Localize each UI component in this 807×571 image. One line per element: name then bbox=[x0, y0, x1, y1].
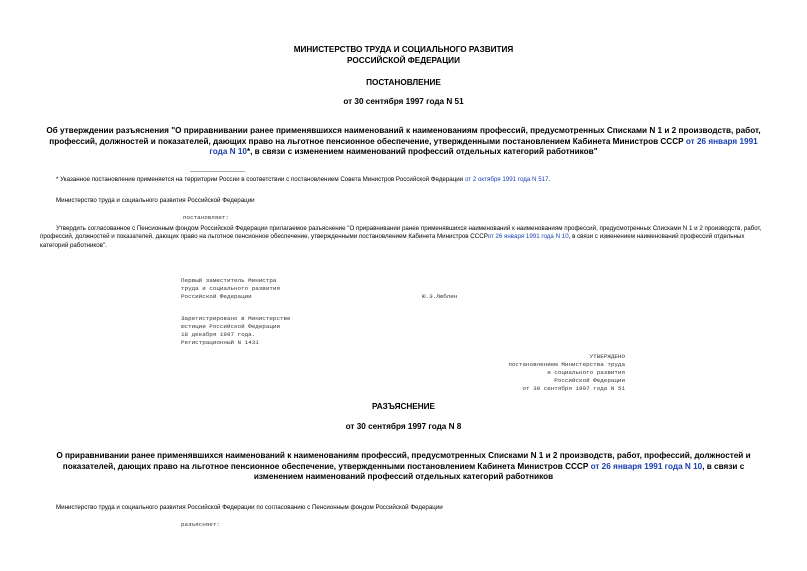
registration-line3: 18 декабря 1997 года. bbox=[181, 331, 256, 338]
resolution-text-end: , в связи с изменением наименований профессий отдельных категорий работников". bbox=[40, 233, 745, 249]
ministry-intro: Министерство труда и социального развития Российской Федерации bbox=[56, 197, 255, 204]
explanation-title bbox=[40, 451, 767, 483]
title-decree-link[interactable]: от 26 января 1991 года N 10 bbox=[209, 136, 758, 156]
explanation-title-link[interactable]: от 26 января 1991 года N 10 bbox=[590, 461, 703, 471]
resolution-paragraph bbox=[40, 225, 773, 250]
title-text-start: Об утверждении разъяснения "О приравнивании ранее применявшихся наименований к наименованиям профессий, предусмотренных Списками N 1 и 2 производств, работ, профессий, должностей и показателей, дающих право на льготное пенсионное обеспечение, утвержденными постановлением Кабинета Министров СССР bbox=[46, 126, 761, 146]
approved-stamp-line1: УТВЕРЖДЕНО bbox=[589, 353, 625, 360]
ministry-name-line1: МИНИСТЕРСТВО ТРУДА И СОЦИАЛЬНОГО РАЗВИТИЯ bbox=[293, 45, 514, 54]
explanation-heading: РАЗЪЯСНЕНИЕ bbox=[371, 402, 436, 411]
approved-stamp-line5: от 30 сентября 1997 года N 51 bbox=[522, 385, 625, 392]
footnote-rule: ________________ bbox=[190, 165, 246, 172]
explanation-date: от 30 сентября 1997 года N 8 bbox=[345, 422, 462, 431]
signature-title-line1: Первый заместитель Министра bbox=[181, 277, 277, 284]
document-date: от 30 сентября 1997 года N 51 bbox=[343, 97, 464, 106]
signatory-name: Ю.Э.Люблин bbox=[422, 293, 458, 300]
footnote bbox=[56, 176, 756, 184]
document-title bbox=[40, 126, 767, 158]
explanation-title-end: , в связи с изменением наименований профессий отдельных категорий работников bbox=[253, 461, 745, 481]
resolution-decree-link[interactable]: от 26 января 1991 года N 10 bbox=[487, 233, 569, 241]
approved-stamp-line3: и социального развития bbox=[547, 369, 625, 376]
ministry-name-line2: РОССИЙСКОЙ ФЕДЕРАЦИИ bbox=[347, 56, 460, 65]
signature-title-line3: Российской Федерации bbox=[181, 293, 252, 300]
footnote-text: * Указанное постановление применяется на территории России в соответствии с постановлением Совета Министров Российской Федерации bbox=[56, 176, 465, 183]
footnote-end: . bbox=[548, 176, 551, 183]
registration-number: Регистрационный N 1431 bbox=[181, 339, 259, 346]
approved-stamp-line2: постановлением Министерства труда bbox=[508, 361, 625, 368]
signature-title-line2: труда и социального развития bbox=[181, 285, 280, 292]
resolution-text-start: Утвердить согласованное с Пенсионным фондом Российской Федерации прилагаемое разъяснение "О приравнивании ранее применявшихся наименований к наименованиям профессий, предусмотренных Списками N 1 и 2 производств, работ, профессий, должностей и показателей, дающих право на льготное пенсионное обеспечение, утвержденными постановлением Кабинета Министров СССР bbox=[40, 225, 762, 241]
decrees-label: постановляет: bbox=[183, 214, 229, 221]
registration-line1: Зарегистрировано в Министерстве bbox=[181, 315, 291, 322]
approved-stamp-line4: Российской Федерации bbox=[554, 377, 625, 384]
title-text-end: *, в связи с изменением наименований профессий отдельных категорий работников" bbox=[246, 147, 598, 156]
explanation-intro: Министерство труда и социального развития Российской Федерации по согласованию с Пенсионным фондом Российской Федерации bbox=[56, 504, 443, 511]
explains-label: разъясняет: bbox=[181, 521, 220, 528]
document-type: ПОСТАНОВЛЕНИЕ bbox=[366, 78, 441, 87]
explanation-title-start: О приравнивании ранее применявшихся наименований к наименованиям профессий, предусмотренных Списками N 1 и 2 производств, работ, профессий, должностей и показателей, дающих право на льготное пенсионное обеспечение, утвержденными постановлением Кабинета Министров СССР bbox=[56, 451, 751, 471]
footnote-link[interactable]: от 2 октября 1991 года N 517 bbox=[464, 176, 549, 183]
registration-line2: юстиции Российской Федерации bbox=[181, 323, 280, 330]
